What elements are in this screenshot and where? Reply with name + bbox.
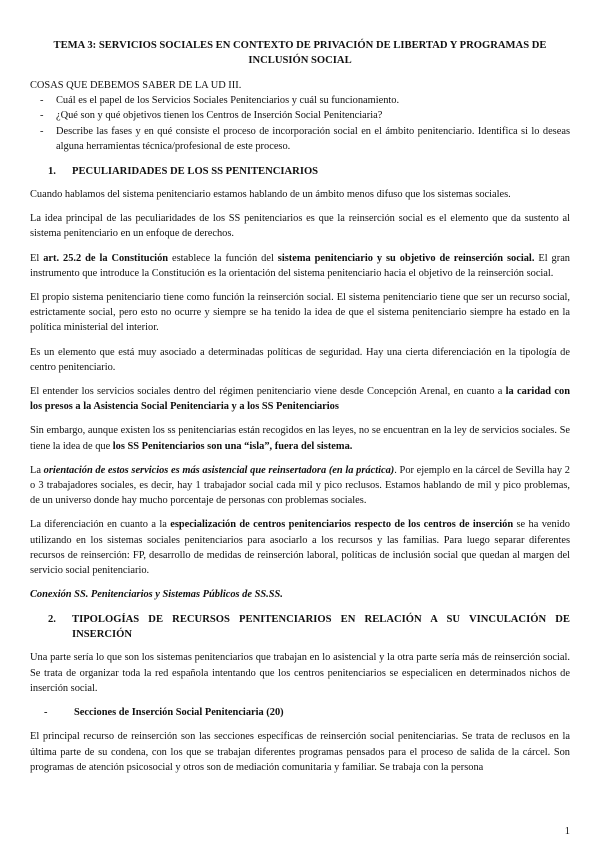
bullet-heading: [30, 705, 570, 720]
document-page: [30, 38, 570, 784]
bullet-text: Secciones de Inserción Social Penitenciaria (20): [74, 707, 284, 719]
bold-text: sistema penitenciario y su objetivo de reinserción social.: [277, 252, 535, 264]
list-item: - Describe las fases y en qué consiste el proceso de incorporación social en el ámbito penitenciario. Identifica si lo deseas alguna herramientas técnica/profesional de este proceso.: [30, 124, 570, 154]
paragraph: La idea principal de las peculiaridades de los SS penitenciarios es que la reinserción social es el elemento que da sustento al sistema penitenciario en un enfoque de derechos.: [30, 213, 570, 240]
paragraph: [30, 423, 570, 453]
paragraph: [30, 251, 570, 281]
text-run: . Por ejemplo en la cárcel de Sevilla hay 2 o 3 trabajadores sociales, es decir, hay 1 trabajador social cada mil y pico reclusos. Estamos hablando de mil y pico problemas, de un universo donde hay mucho porcentaje de personas con problemas sociales.: [30, 464, 570, 507]
page-number: 1: [564, 826, 570, 837]
paragraph: El propio sistema penitenciario tiene como función la reinserción social. El sistema penitenciario tiene que ser un recurso social, estrictamente social, pero esto no ocurre y siempre se ha tenido la idea de que el sistema penitenciario siempre ha estado en la política ministerial del interior.: [30, 292, 570, 334]
section-title: PECULIARIDADES DE LOS SS PENITENCIARIOS: [72, 166, 319, 178]
text-run: El: [30, 252, 44, 264]
bold-italic-text: orientación de estos servicios es más asistencial que reinsertadora (en la práctica): [43, 464, 395, 476]
bullet-dash: -: [44, 707, 48, 719]
paragraph: [30, 463, 570, 509]
section-heading-1: [30, 164, 570, 179]
paragraph: Cuando hablamos del sistema penitenciario estamos hablando de un ámbito menos difuso que los sistemas sociales.: [30, 189, 511, 201]
paragraph: Una parte sería lo que son los sistemas penitenciarios que trabajan en lo asistencial y la otra parte sería más de reinserción social. Se trata de organizar toda la red española intentando que los centros penitenciarios se especialicen en determinados nichos de inserción social.: [30, 652, 570, 694]
document-title: TEMA 3: SERVICIOS SOCIALES EN CONTEXTO DE PRIVACIÓN DE LIBERTAD Y PROGRAMAS DE INCLUSIÓN SOCIAL: [53, 40, 547, 66]
section-number: 2.: [48, 614, 56, 626]
text-run: El entender los servicios sociales dentro del régimen penitenciario viene desde Concepción Arenal, en cuanto a: [30, 386, 506, 398]
bold-text: especialización de centros penitenciarios respecto de los centros de inserción: [170, 519, 514, 531]
intro-list: [30, 93, 570, 154]
paragraph: [30, 517, 570, 578]
section-number: 1.: [48, 166, 56, 178]
paragraph: [30, 384, 570, 414]
paragraph: Es un elemento que está muy asociado a determinadas políticas de seguridad. Hay una cierta diferenciación en la tipología de centro penitenciario.: [30, 346, 570, 373]
text-run: La: [30, 464, 44, 476]
bold-text: la caridad con los presos a la Asistencia Social Penitenciaria y a los SS Penitenciarios: [30, 386, 570, 413]
bold-text: art. 25.2 de la Constitución: [43, 252, 169, 264]
list-item: - Cuál es el papel de los Servicios Sociales Penitenciarios y cuál su funcionamiento.: [30, 93, 570, 108]
text-run: La diferenciación en cuanto a la: [30, 519, 171, 531]
intro-heading: COSAS QUE DEBEMOS SABER DE LA UD III.: [30, 80, 242, 91]
subheading: Conexión SS. Penitenciarios y Sistemas Públicos de SS.SS.: [30, 589, 283, 601]
text-run: El gran instrumento que introduce la Constitución es la orientación del sistema penitenciario hacia el objetivo de la reinserción social.: [30, 252, 570, 279]
text-run: Sin embargo, aunque existen los ss penitenciarias están recogidos en las leyes, no se encuentran en la ley de servicios sociales. Se tiene la idea de que: [30, 425, 570, 452]
section-heading-2: [30, 612, 570, 642]
bold-text: los SS Penitenciarios son una “isla”, fuera del sistema.: [112, 440, 353, 452]
paragraph: El principal recurso de reinserción son las secciones específicas de reinserción social penitenciarias. Se trata de reclusos en la última parte de su condena, con los que se trabajan diferentes programas pensados para el proceso de salida de la cárcel. Son programas de atención psicosocial y otros son de mediación comunitaria y familiar. Se trabaja con la persona: [30, 731, 570, 773]
section-title: TIPOLOGÍAS DE RECURSOS PENITENCIARIOS EN RELACIÓN A SU VINCULACIÓN DE INSERCIÓN: [72, 614, 570, 641]
text-run: establece la función del: [168, 252, 278, 264]
list-item: - ¿Qué son y qué objetivos tienen los Centros de Inserción Social Penitenciaria?: [30, 108, 570, 123]
text-run: se ha venido utilizando en los sistemas sociales penitenciarios para asociarlo a los recursos y las familias. Para luego separar diferentes recursos de reinserción: FP, desarrollo de medidas de reinserción laboral, políticas de inclusión social que quedan al margen del servicio social penitenciario.: [30, 519, 570, 577]
